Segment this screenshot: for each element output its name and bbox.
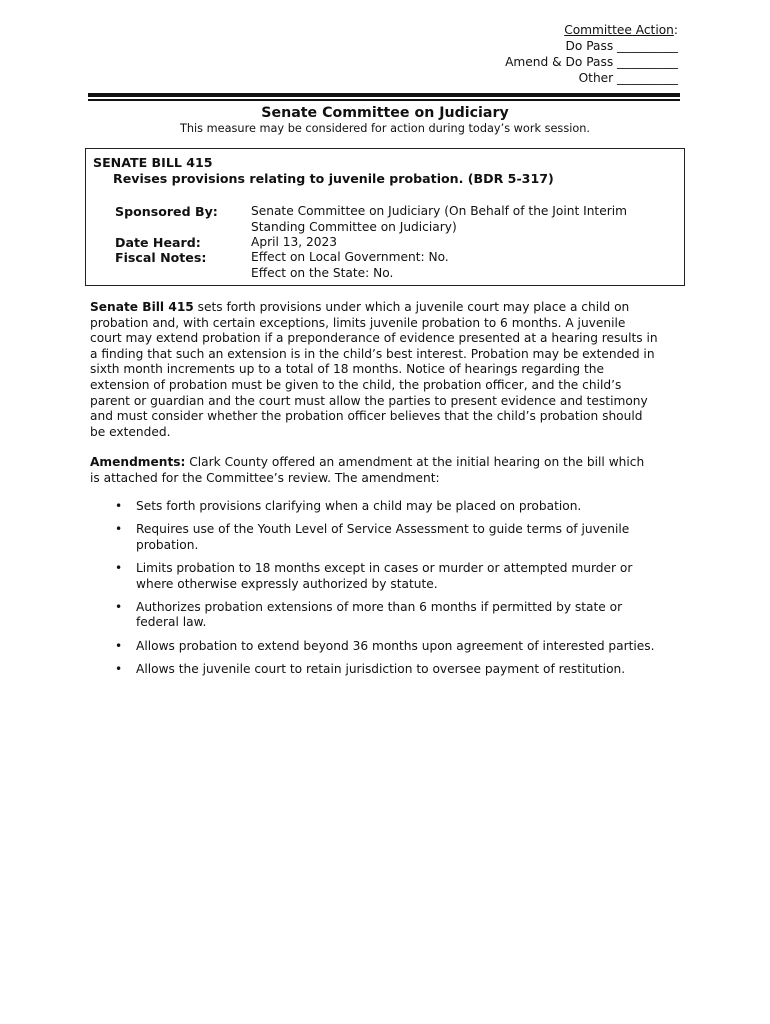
bullet-icon: • <box>115 560 123 575</box>
fiscal-value: Effect on Local Government: No. Effect on the State: No. <box>251 250 449 280</box>
bill-number: SENATE BILL 415 <box>93 155 213 170</box>
committee-action-block <box>505 22 678 86</box>
amendments-paragraph: Amendments: Clark County offered an amendment at the initial hearing on the bill which is attached for the Committee’s review. The amendment: <box>90 455 645 485</box>
page-title: Senate Committee on Judiciary <box>261 105 509 121</box>
header-rule-thin <box>88 99 680 101</box>
bill-description: Revises provisions relating to juvenile probation. (BDR 5-317) <box>113 171 554 186</box>
header-divider <box>88 93 680 101</box>
amendment-list <box>90 499 690 685</box>
header-rule-thick <box>88 93 680 97</box>
list-item: • Requires use of the Youth Level of Service Assessment to guide terms of juvenile probation. <box>115 522 630 552</box>
bill-info-box <box>85 148 685 286</box>
summary-bill-ref: Senate Bill 415 <box>90 300 194 314</box>
list-item: • Authorizes probation extensions of more than 6 months if permitted by state or federal law. <box>115 599 623 630</box>
date-label: Date Heard: <box>115 235 201 250</box>
sponsored-label: Sponsored By: <box>115 204 218 219</box>
bullet-icon: • <box>115 661 123 676</box>
summary-paragraph: Senate Bill 415 sets forth provisions under which a juvenile court may place a child on probation and, with certain exceptions, limits juvenile probation to 6 months. A juvenile court may extend probation if a preponderance of evidence presented at a hearing results in a finding that such an extension is in the child’s best interest. Probation may be extended in sixth month increments up to a total of 18 months. Notice of hearings regarding the extension of probation must be given to the child, the probation officer, and the child’s parent or guardian and the court must allow the parties to present evidence and testimony and must consider whether the probation officer believes that the child’s probation should be extended. <box>90 300 658 439</box>
list-item: • Sets forth provisions clarifying when a child may be placed on probation. <box>115 499 582 513</box>
sponsored-value: Senate Committee on Judiciary (On Behalf of the Joint Interim Standing Committee on Judiciary) <box>251 204 627 234</box>
other-line: Other __________ <box>578 71 678 85</box>
amend-do-pass-line: Amend & Do Pass __________ <box>505 55 678 69</box>
list-item: • Limits probation to 18 months except in cases or murder or attempted murder or where otherwise expressly authorized by statute. <box>115 560 633 591</box>
page-subtitle: This measure may be considered for action during today’s work session. <box>179 122 591 135</box>
bullet-icon: • <box>115 638 123 653</box>
date-value: April 13, 2023 <box>251 235 338 249</box>
list-item: • Allows probation to extend beyond 36 months upon agreement of interested parties. <box>115 638 655 653</box>
bullet-icon: • <box>115 522 123 537</box>
do-pass-line: Do Pass __________ <box>565 39 678 53</box>
bullet-icon: • <box>115 499 123 513</box>
fiscal-label: Fiscal Notes: <box>115 250 207 265</box>
bullet-icon: • <box>115 599 123 614</box>
committee-action-heading: Committee Action: <box>564 23 678 37</box>
list-item: • Allows the juvenile court to retain jurisdiction to oversee payment of restitution. <box>115 661 626 676</box>
amendments-label: Amendments: <box>90 455 186 469</box>
